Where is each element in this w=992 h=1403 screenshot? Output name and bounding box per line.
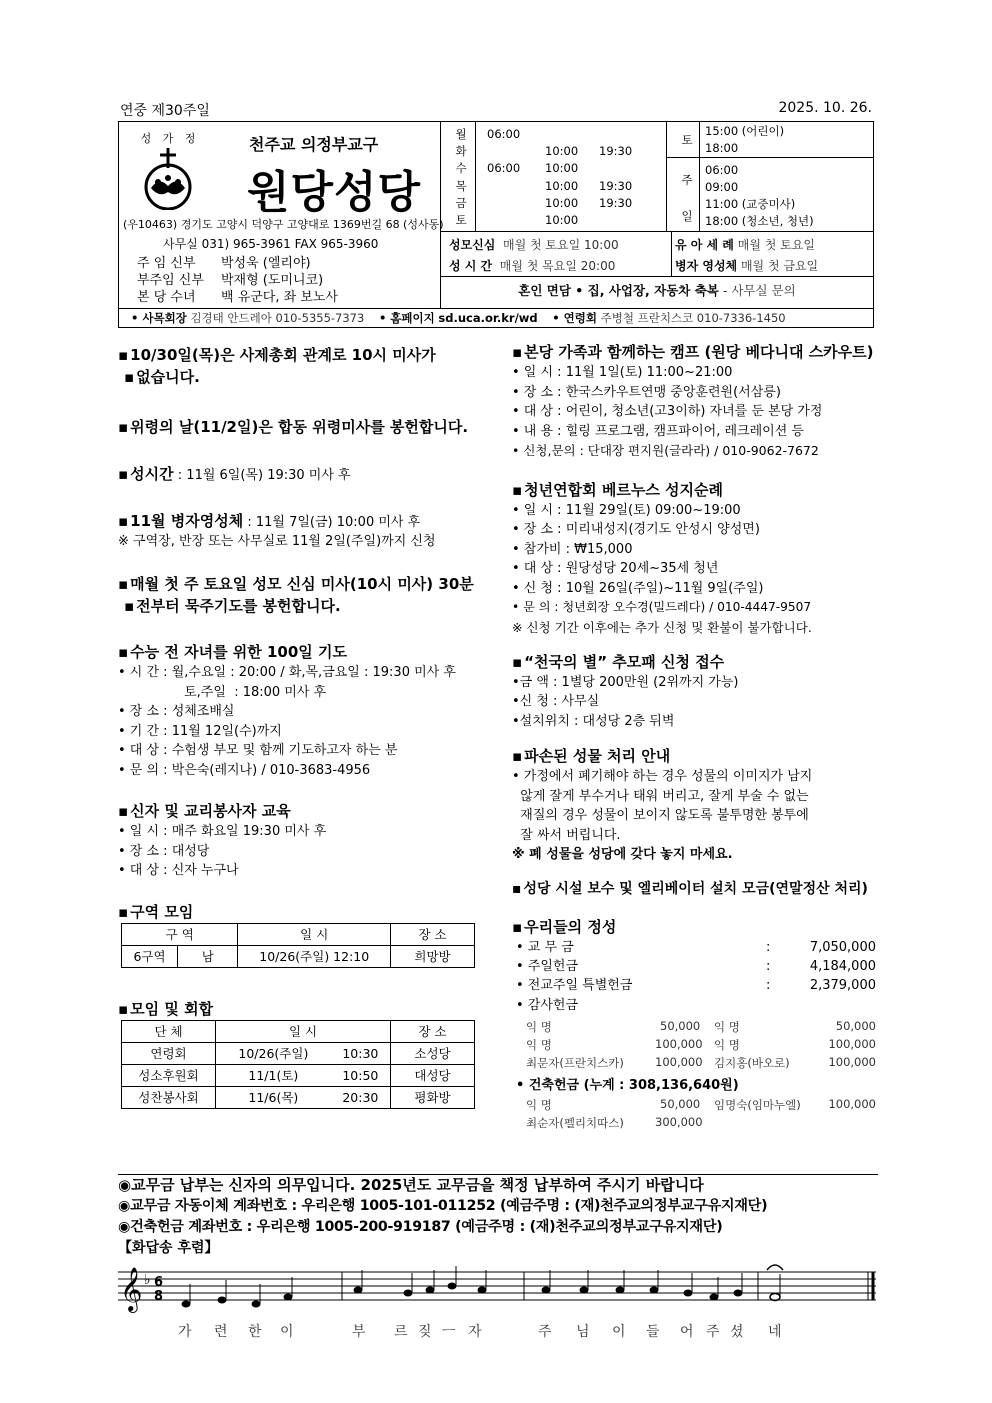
sacrament-row: 성 시 간 매월 첫 목요일 20:00 병자 영성체 매월 첫 금요일 [449, 259, 819, 273]
list-item: • 일 시 : 11월 29일(토) 09:00~19:00 [512, 502, 741, 518]
sunday-mass: 06:00 09:00 11:00 (교중미사) 18:00 (청소년, 청년) [705, 163, 814, 228]
education-section-title: ▪ 신자 및 교리봉사자 교육 [118, 800, 488, 822]
list-item: • 장 소 : 한국스카우트연맹 중앙훈련원(서삼릉) [512, 384, 781, 400]
building-fund-label: • 건축헌금 (누계 : 308,136,640원) [516, 1077, 739, 1093]
parish-name: 원당성당 [247, 167, 422, 218]
parish-address: (우10463) 경기도 고양시 덕양구 고양대로 1369번길 68 (성사동) [123, 218, 444, 231]
offering-list: • 교 무 금 : 7,050,000 • 주일헌금 : 4,184,000 • 전교주일 특별헌금 : 2,379,000 [516, 940, 876, 993]
list-item: • 참가비 : ₩15,000 [512, 541, 633, 557]
saturday-mass: 토 15:00 (어린이) 18:00 [667, 122, 873, 158]
svg-text:부: 부 [352, 1324, 366, 1340]
weekday-labels: 월 화 수 목 금 토 [455, 127, 467, 228]
list-item: • 대 상 : 신자 누구나 [118, 863, 239, 878]
list-item: •설치위치 : 대성당 2층 뒤벽 [512, 713, 675, 729]
svg-text:주: 주 [538, 1324, 552, 1340]
holy-family-logo-icon [141, 148, 195, 210]
svg-text:셨: 셨 [730, 1324, 744, 1340]
seal-text: 성 가 정 [140, 132, 200, 145]
svg-text:련: 련 [214, 1324, 228, 1340]
liturgical-week: 연중 제30주일 [120, 103, 210, 119]
table-row: 연령회 10/26(주일) 10:30 소성당 [122, 1042, 475, 1064]
thanks-offering-list: 익 명 50,000 익 명 50,000 익 명 100,000 익 명 100,000 최문자(프란치스카) 100,000 김지홍(바오로) 100,000 [526, 1018, 876, 1070]
camp-section-title: ▪ 본당 가족과 함께하는 캠프 (원당 베다니대 스카우트) [512, 341, 876, 363]
list-item: • 문 의 : 청년회장 오수경(밀드레다) / 010-4447-9507 [512, 600, 812, 614]
psalm-lyrics [178, 1323, 782, 1340]
notice-rosary: ▪ 매월 첫 주 토요일 성모 신심 미사(10시 미사) 30분 [118, 573, 488, 595]
svg-text:네: 네 [768, 1324, 782, 1340]
svg-text:들: 들 [646, 1324, 660, 1340]
psalm-label: 【화답송 후렴】 [118, 1240, 219, 1256]
district-section-title: ▪ 구역 모임 [118, 901, 488, 923]
staff-row: 부주임 신부 박재형 (도미니코) [137, 273, 324, 288]
meeting-section-title: ▪ 모임 및 회합 [118, 998, 488, 1020]
parish-info [119, 122, 444, 308]
list-item: • 대 상 : 수험생 부모 및 함께 기도하고자 하는 분 [118, 743, 398, 758]
svg-text:주: 주 [706, 1324, 720, 1340]
prayer-section-title: ▪ 수능 전 자녀를 위한 100일 기도 [118, 641, 488, 663]
svg-text:8: 8 [154, 1289, 164, 1304]
damaged-items-note: ※ 폐 성물을 성당에 갖다 놓지 마세요. [512, 847, 733, 862]
svg-text:6: 6 [154, 1275, 164, 1290]
facility-fund-title: ▪ 성당 시설 보수 및 엘리베이터 설치 모금(연말정산 처리) [512, 878, 876, 900]
svg-text:ㅡ: ㅡ [442, 1324, 456, 1340]
list-item: •신 청 : 사무실 [512, 694, 600, 709]
bottom-notices [118, 1175, 878, 1259]
bulletin-top-line [120, 100, 872, 120]
table-row: 6구역 남 10/26(주일) 12:10 희망방 [122, 945, 475, 967]
sick-communion-note: ※ 구역장, 반장 또는 사무실로 11월 2일(주일)까지 신청 [118, 534, 436, 549]
bulletin-date: 2025. 10. 26. [778, 100, 872, 116]
table-row: 단 체 일 시 장 소 [122, 1020, 475, 1042]
list-item: • 문 의 : 박은숙(레지나) / 010-3683-4956 [118, 762, 371, 778]
left-column: ▪ 10/30일(목)은 사제총회 관계로 10시 미사가 ▪ 없습니다. ▪ 위령의 날(11/2일)은 합동 위령미사를 봉헌합니다. ▪ 성시간 : 11월 6일(목) 19:30 미사 후 ▪ 11월 병자영성체 : 11월 7일(금) 10:00 미사 후 ※ 구역장, 반장 또는 사무실로 11월 2일(주일)까지 신청 ▪ 매월 첫 주 토요일 성모 신심 미사(10시 미사) 30분 ▪ 전부터 묵주기도를 봉헌합니다. ▪ 수능 전 자녀를 위한 100일 기도 • 시 간 : 월,수요일 : 20:00 / 화,목,금요일 : 19:30 미사 후 토,주일 : 18:00 미사 후 • 장 소 : 성체조배실 • 기 간 : 11월 12일(수)까지 • 대 상 : 수험생 부모 및 함께 기도하고자 하는 분 • 문 의 : 박은숙(레지나) / 010-3683-4956 ▪ 신자 및 교리봉사자 교육 • 일 시 : 매주 화요일 19:30 미사 후 • 장 소 : 대성당 • 대 상 : 신자 누구나 ▪ 구역 모임 구 역 일 시 장 소 6구역 남 10/26(주일) 12:10 희망방 ▪ 모임 및 회합 단 체 일 시 장 소 연령회 10/26(주일) 10:30 소성당 성소후원회 11/1(토) 10:50 대성당 성찬봉사회 11/6(목) 20:30 평화방 [118, 344, 488, 1109]
notice-mass-cancel: ▪ 10/30일(목)은 사제총회 관계로 10시 미사가 [118, 344, 488, 366]
notice-all-souls: ▪ 위령의 날(11/2일)은 합동 위령미사를 봉헌합니다. [118, 416, 488, 438]
list-item: • 시 간 : 월,수요일 : 20:00 / 화,목,금요일 : 19:30 미사 후 [118, 665, 456, 680]
svg-text:가: 가 [178, 1324, 192, 1340]
svg-text:이: 이 [280, 1324, 294, 1340]
staff-row: 주 임 신부 박성욱 (엘리야) [137, 256, 311, 271]
svg-text:이: 이 [612, 1324, 626, 1340]
svg-text:자: 자 [468, 1324, 482, 1340]
list-item: • 기 간 : 11월 12일(수)까지 [118, 723, 282, 739]
psalm-music-staff [118, 1260, 878, 1350]
svg-text:르: 르 [394, 1324, 408, 1340]
mass-schedule [441, 122, 873, 308]
staff-list [137, 255, 338, 306]
list-item: 토,주일 : 18:00 미사 후 [118, 684, 327, 700]
svg-text:어: 어 [680, 1324, 694, 1340]
list-item: • 대 상 : 원당성당 20세~35세 청년 [512, 561, 719, 576]
svg-text:님: 님 [576, 1324, 590, 1340]
weekday-mass-times: 월 화 수 목 금 토 06:00 10:00 19:30 06:00 10:00 10:00 19:30 10:00 19:30 10:00 [441, 122, 667, 232]
right-column: ▪ 본당 가족과 함께하는 캠프 (원당 베다니대 스카우트) • 일 시 : 11월 1일(토) 11:00~21:00 • 장 소 : 한국스카우트연맹 중앙훈련원(서삼릉) • 대 상 : 어린이, 청소년(고3이하) 자녀를 둔 본당 가정 • 내 용 : 힐링 프로그램, 캠프파이어, 레크레이션 등 • 신청,문의 : 단대장 편지원(글라라) / 010-9062-7672 ▪ 청년연합회 베르누스 성지순례 • 일 시 : 11월 29일(토) 09:00~19:00 • 장 소 : 미리내성지(경기도 안성시 양성면) • 참가비 : ₩15,000 • 대 상 : 원당성당 20세~35세 청년 • 신 청 : 10월 26일(주일)~11월 9일(주일) • 문 의 : 청년회장 오수경(밀드레다) / 010-4447-9507 ※ 신청 기간 이후에는 추가 신청 및 환불이 불가합니다. ▪ “천국의 별” 추모패 신청 접수 •금 액 : 1별당 200만원 (2위까지 가능) •신 청 : 사무실 •설치위치 : 대성당 2층 뒤벽 ▪ 파손된 성물 처리 안내 • 가정에서 폐기해야 하는 경우 성물의 이미지가 남지 않게 잘게 부수거나 태워 버리고, 잘게 부술 수 없는 재질의 경우 성물이 보이지 않도록 불투명한 봉투에 잘 싸서 버립니다. ※ 폐 성물을 성당에 갖다 놓지 마세요. ▪ 성당 시설 보수 및 엘리베이터 설치 모금(연말정산 처리) ▪ 우리들의 정성 • 교 무 금 : 7,050,000 • 주일헌금 : 4,184,000 • 전교주일 특별헌금 : 2,379,000 • 감사헌금 익 명 50,000 익 명 50,000 익 명 100,000 익 명 100,000 최문자(프란치스카) 100,000 김지홍(바오로) 100,000 • 건축헌금 (누계 : 308,136,640원) 익 명 50,000 임명숙(임마누엘) 100,000 최순자(펠리치따스) 300,000 [512, 341, 876, 1133]
building-account: ◉건축헌금 계좌번호 : 우리은행 1005-200-919187 (예금주명 : (재)천주교의정부교구유지재단) [118, 1219, 723, 1235]
meeting-table [121, 1020, 475, 1109]
district-table [121, 923, 475, 968]
svg-text:한: 한 [248, 1324, 262, 1340]
memorial-section-title: ▪ “천국의 별” 추모패 신청 접수 [512, 651, 876, 673]
blessing-notice: 혼인 면담 • 집, 사업장, 자동차 축복 - 사무실 문의 [518, 283, 796, 298]
header-box [118, 121, 874, 309]
notice-sick-communion: ▪ 11월 병자영성체 : 11월 7일(금) 10:00 미사 후 [118, 510, 488, 533]
list-item: •금 액 : 1별당 200만원 (2위까지 가능) [512, 674, 739, 690]
list-item: • 장 소 : 대성당 [118, 843, 210, 859]
table-row: 성찬봉사회 11/6(목) 20:30 평화방 [122, 1086, 475, 1108]
thanks-offering-label: • 감사헌금 [516, 998, 579, 1013]
pilgrimage-section-title: ▪ 청년연합회 베르누스 성지순례 [512, 479, 876, 501]
tithe-account: ◉교무금 자동이체 계좌번호 : 우리은행 1005-101-011252 (예금주명 : (재)천주교의정부교구유지재단) [118, 1198, 768, 1214]
flat-icon: ♭ [144, 1272, 151, 1288]
pilgrimage-note: ※ 신청 기간 이후에는 추가 신청 및 환불이 불가합니다. [512, 619, 812, 635]
homepage-link[interactable]: sd.uca.or.kr/wd [438, 311, 538, 325]
damaged-items-section-title: ▪ 파손된 성물 처리 안내 [512, 745, 876, 767]
list-item: • 신청,문의 : 단대장 편지원(글라라) / 010-9062-7672 [512, 443, 819, 458]
building-fund-list: 익 명 50,000 임명숙(임마누엘) 100,000 최순자(펠리치따스) 300,000 [526, 1097, 876, 1130]
list-item: • 대 상 : 어린이, 청소년(고3이하) 자녀를 둔 본당 가정 [512, 404, 823, 419]
staff-row: 본 당 수녀 백 유군다, 좌 보노사 [137, 290, 338, 305]
svg-text:짖: 짖 [418, 1324, 432, 1340]
table-row: 성소후원회 11/1(토) 10:50 대성당 [122, 1064, 475, 1086]
list-item: • 내 용 : 힐링 프로그램, 캠프파이어, 레크레이션 등 [512, 423, 804, 439]
tithe-notice: ◉교무금 납부는 신자의 의무입니다. 2025년도 교무금을 책정 납부하여 주시기 바랍니다 [118, 1176, 704, 1194]
list-item: • 장 소 : 미리내성지(경기도 안성시 양성면) [512, 522, 760, 537]
office-phone: 사무실 031) 965-3961 FAX 965-3960 [163, 237, 379, 251]
weekend-mass-times: 토 15:00 (어린이) 18:00 주 일 06:00 09:00 11:00 (교중미사) 18:00 (청소년, 청년) [667, 122, 873, 232]
list-item: • 신 청 : 10월 26일(주일)~11월 9일(주일) [512, 580, 764, 596]
treble-clef-icon: 𝄞 [120, 1267, 143, 1311]
sacrament-row: 성모신심 매월 첫 토요일 10:00 유 아 세 례 매월 첫 토요일 [449, 238, 815, 252]
list-item: • 일 시 : 11월 1일(토) 11:00~21:00 [512, 365, 733, 380]
offering-section-title: ▪ 우리들의 정성 [512, 916, 876, 938]
notice-holy-hour: ▪ 성시간 : 11월 6일(목) 19:30 미사 후 [118, 463, 488, 486]
table-row: 구 역 일 시 장 소 [122, 923, 475, 945]
contact-row: • 사목회장 김경태 안드레아 010-5355-7373 • 홈페이지 sd.uca.or.kr/wd • 연령회 주병철 프란치스코 010-7336-1450 [118, 309, 874, 328]
list-item: • 일 시 : 매주 화요일 19:30 미사 후 [118, 824, 327, 839]
list-item: • 장 소 : 성체조배실 [118, 704, 235, 719]
fermata-icon [767, 1265, 783, 1270]
diocese-name: 천주교 의정부교구 [249, 135, 379, 154]
